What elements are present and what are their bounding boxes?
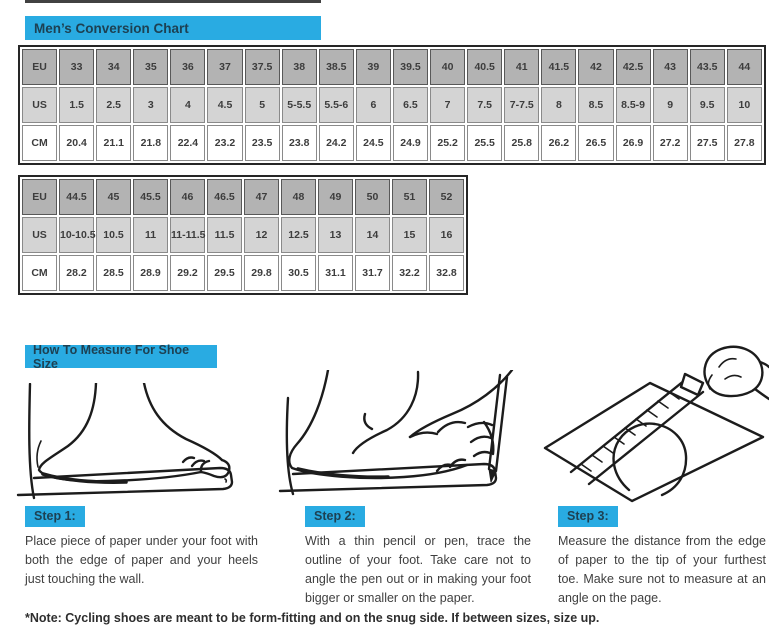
size-cell: 6	[356, 87, 391, 123]
ankle-crease	[364, 414, 372, 429]
size-cell: 43.5	[690, 49, 725, 85]
size-cell: 23.8	[282, 125, 317, 161]
size-cell: 46	[170, 179, 205, 215]
row-label-eu: EU	[22, 49, 57, 85]
size-cell: 12	[244, 217, 279, 253]
size-cell: 52	[429, 179, 464, 215]
table-row-us	[22, 87, 762, 123]
size-cell: 7.5	[467, 87, 502, 123]
wall-line	[287, 398, 293, 494]
size-cell: 29.2	[170, 255, 205, 291]
size-cell: 20.4	[59, 125, 94, 161]
chart-title-bar	[25, 16, 321, 40]
size-cell: 10.5	[96, 217, 131, 253]
size-cell: 3	[133, 87, 168, 123]
tape-end-clip	[681, 374, 703, 395]
size-cell: 38.5	[319, 49, 354, 85]
foot-top	[353, 372, 418, 453]
size-cell: 26.9	[616, 125, 651, 161]
size-cell: 23.5	[245, 125, 280, 161]
size-cell: 48	[281, 179, 316, 215]
size-cell: 29.8	[244, 255, 279, 291]
toe-2	[201, 461, 209, 472]
table-row-eu	[22, 179, 464, 215]
size-cell: 5.5-6	[319, 87, 354, 123]
cropped-section-edge	[25, 0, 321, 3]
size-cell: 37	[207, 49, 242, 85]
size-cell: 2.5	[96, 87, 131, 123]
size-cell: 8.5-9	[616, 87, 651, 123]
size-cell: 31.1	[318, 255, 353, 291]
size-cell: 8.5	[578, 87, 613, 123]
size-cell: 21.1	[96, 125, 131, 161]
size-cell: 26.2	[541, 125, 576, 161]
size-cell: 5	[245, 87, 280, 123]
size-cell: 7-7.5	[504, 87, 539, 123]
size-cell: 11	[133, 217, 168, 253]
chart-title: Men’s Conversion Chart	[34, 20, 189, 36]
forearm-bottom	[755, 389, 769, 399]
size-cell: 8	[541, 87, 576, 123]
size-cell: 50	[355, 179, 390, 215]
size-cell: 39.5	[393, 49, 428, 85]
size-cell: 11-11.5	[170, 217, 205, 253]
hand-knuckle-2	[471, 437, 491, 442]
size-cell: 35	[133, 49, 168, 85]
table-row-eu	[22, 49, 762, 85]
size-cell: 26.5	[578, 125, 613, 161]
size-cell: 40.5	[467, 49, 502, 85]
size-cell: 25.8	[504, 125, 539, 161]
size-cell: 29.5	[207, 255, 242, 291]
foot-front	[144, 383, 222, 460]
row-label-cm: CM	[22, 255, 57, 291]
paper-sheet	[545, 383, 763, 501]
size-cell: 5-5.5	[282, 87, 317, 123]
size-cell: 38	[282, 49, 317, 85]
size-cell: 22.4	[170, 125, 205, 161]
step-1-badge: Step 1:	[25, 506, 85, 527]
size-cell: 28.2	[59, 255, 94, 291]
row-label-us: US	[22, 87, 57, 123]
size-cell: 42	[578, 49, 613, 85]
size-cell: 37.5	[245, 49, 280, 85]
row-label-us: US	[22, 217, 57, 253]
hand-fist	[705, 347, 763, 396]
size-cell: 23.2	[207, 125, 242, 161]
size-cell: 44	[727, 49, 762, 85]
size-cell: 47	[244, 179, 279, 215]
table-row-cm	[22, 255, 464, 291]
conversion-table-upper	[18, 45, 766, 165]
table-row-us	[22, 217, 464, 253]
size-cell: 9.5	[690, 87, 725, 123]
step-2-instructions: With a thin pencil or pen, trace the outline of your foot. Take care not to angle the pen out or in making your foot bigger or smaller on the paper.	[305, 534, 531, 605]
conversion-table-lower	[18, 175, 468, 295]
row-label-cm: CM	[22, 125, 57, 161]
size-cell: 24.5	[356, 125, 391, 161]
size-cell: 11.5	[207, 217, 242, 253]
size-cell: 16	[429, 217, 464, 253]
table-row-cm	[22, 125, 762, 161]
size-cell: 41.5	[541, 49, 576, 85]
hand-finger-2	[438, 422, 465, 432]
size-cell: 31.7	[355, 255, 390, 291]
size-cell: 6.5	[393, 87, 428, 123]
size-cell: 40	[430, 49, 465, 85]
size-cell: 9	[653, 87, 688, 123]
size-cell: 34	[96, 49, 131, 85]
size-cell: 43	[653, 49, 688, 85]
wall-line	[29, 384, 34, 498]
size-cell: 41	[504, 49, 539, 85]
size-cell: 24.9	[393, 125, 428, 161]
foot-on-paper-illustration	[8, 383, 258, 505]
size-cell: 49	[318, 179, 353, 215]
measure-section-title: How To Measure For Shoe Size	[33, 342, 190, 371]
measuring-tape-illustration	[533, 342, 769, 504]
size-cell: 7	[430, 87, 465, 123]
size-cell: 39	[356, 49, 391, 85]
size-cell: 13	[318, 217, 353, 253]
size-cell: 33	[59, 49, 94, 85]
step-3-instructions: Measure the distance from the edge of paper to the tip of your furthest toe. Make sure not to measure at an angle on the page.	[558, 534, 766, 605]
size-cell: 4.5	[207, 87, 242, 123]
size-cell: 45	[96, 179, 131, 215]
size-cell: 10	[727, 87, 762, 123]
size-cell: 51	[392, 179, 427, 215]
hand-knuckle-3	[474, 452, 490, 456]
size-cell: 45.5	[133, 179, 168, 215]
size-cell: 25.5	[467, 125, 502, 161]
toe-4	[183, 458, 194, 463]
size-cell: 10-10.5	[59, 217, 94, 253]
hand-knuckle-1	[468, 423, 492, 427]
size-cell: 32.8	[429, 255, 464, 291]
size-cell: 36	[170, 49, 205, 85]
size-cell: 46.5	[207, 179, 242, 215]
step-2-badge: Step 2:	[305, 506, 365, 527]
size-cell: 28.5	[96, 255, 131, 291]
size-cell: 21.8	[133, 125, 168, 161]
size-cell: 14	[355, 217, 390, 253]
size-cell: 28.9	[133, 255, 168, 291]
size-cell: 30.5	[281, 255, 316, 291]
size-cell: 42.5	[616, 49, 651, 85]
size-cell: 27.8	[727, 125, 762, 161]
size-cell: 15	[392, 217, 427, 253]
cycling-shoes-footnote: *Note: Cycling shoes are meant to be form-fitting and on the snug side. If between sizes, size up.	[25, 611, 600, 625]
size-cell: 12.5	[281, 217, 316, 253]
size-cell: 27.5	[690, 125, 725, 161]
measure-section-title-bar	[25, 342, 217, 371]
size-cell: 44.5	[59, 179, 94, 215]
size-cell: 27.2	[653, 125, 688, 161]
size-cell: 4	[170, 87, 205, 123]
size-cell: 1.5	[59, 87, 94, 123]
tracing-foot-illustration	[268, 370, 530, 504]
size-cell: 25.2	[430, 125, 465, 161]
size-cell: 32.2	[392, 255, 427, 291]
leg-back-heel-sole	[289, 370, 467, 478]
step-1-instructions: Place piece of paper under your foot with both the edge of paper and your heels just touching the wall.	[25, 534, 258, 586]
size-cell: 24.2	[319, 125, 354, 161]
heel-shading	[37, 441, 41, 467]
step-3-badge: Step 3:	[558, 506, 618, 527]
row-label-eu: EU	[22, 179, 57, 215]
